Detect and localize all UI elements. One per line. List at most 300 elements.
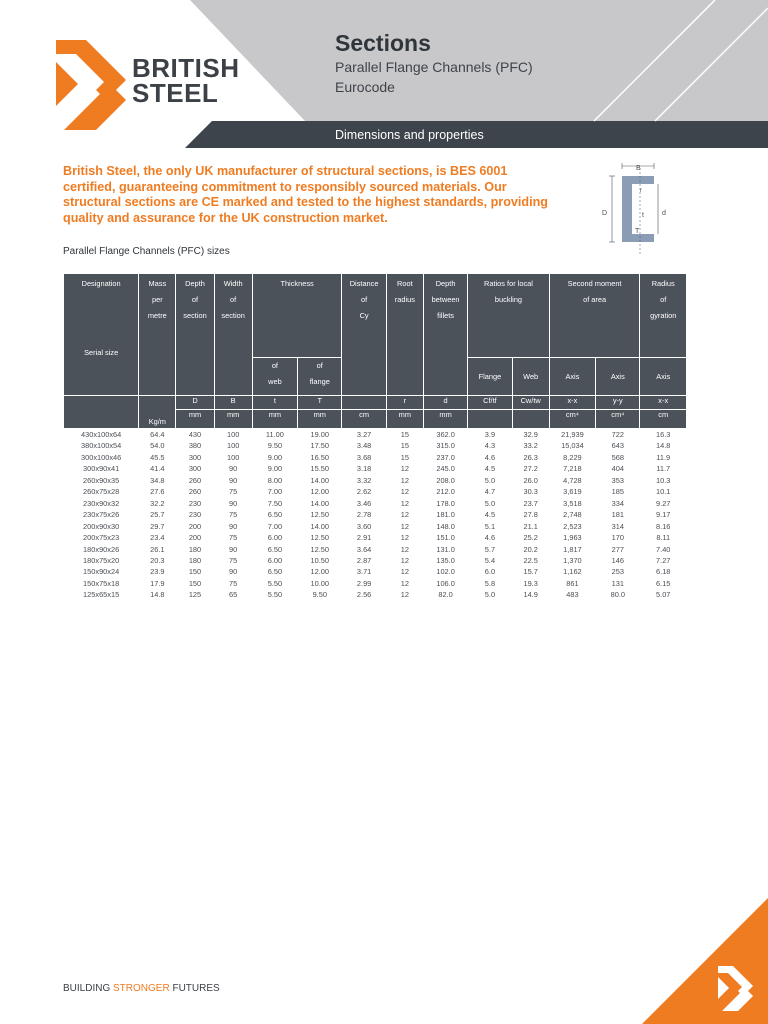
table-cell: 100 <box>226 441 240 451</box>
col-mass <box>139 274 176 396</box>
table-cell: 12.50 <box>310 510 330 520</box>
table-cell: 200 <box>188 521 202 531</box>
table-cell: 150 <box>188 567 202 577</box>
table-cell: 34.8 <box>150 475 165 485</box>
unit-cy: cm <box>342 409 386 428</box>
table-cell: 12 <box>400 521 409 531</box>
table-cell: 353 <box>611 475 624 485</box>
table-cell: 15 <box>400 441 409 451</box>
table-cell: 314 <box>611 521 624 531</box>
table-row <box>64 509 687 520</box>
table-cell: 17.9 <box>150 578 165 588</box>
header-ratio-flange: Flange <box>478 372 502 381</box>
table-cell: 7.00 <box>267 521 283 531</box>
diagram-label-t: t <box>642 212 644 219</box>
british-steel-logo-icon <box>56 40 126 130</box>
table-row <box>64 544 687 555</box>
section-band-label: Dimensions and properties <box>335 128 484 142</box>
table-cell: 180 <box>188 544 202 554</box>
table-cell: 643 <box>611 441 624 451</box>
pfc-sizes-table <box>63 273 687 601</box>
table-cell: 29.7 <box>150 521 165 531</box>
table-body <box>64 429 687 601</box>
header-depth-between-line3: fillets <box>437 311 454 320</box>
unit-t: mm <box>252 409 297 428</box>
table-cell: 23.4 <box>150 533 165 543</box>
col-ratio-flange <box>468 358 512 396</box>
table-cell: 5.4 <box>484 555 496 565</box>
footer-tagline-highlight: STRONGER <box>113 983 170 994</box>
cell-serial-size: 150x90x24 <box>83 567 120 577</box>
table-cell: 7.50 <box>267 498 283 508</box>
header-thickness: Thickness <box>280 279 314 288</box>
table-cell: 5.07 <box>656 590 671 600</box>
table-cell: 90 <box>229 521 238 531</box>
sym-radius-xx: x-x <box>640 396 687 410</box>
table-cell: 14.00 <box>310 521 330 531</box>
table-row <box>64 555 687 566</box>
table-cell: 151.0 <box>436 533 455 543</box>
table-cell: 19.00 <box>310 430 330 439</box>
sym-d: d <box>423 396 467 410</box>
table-cell: 14.8 <box>150 590 165 600</box>
table-cell: 3,619 <box>563 487 582 497</box>
header-ratios-line2: buckling <box>494 295 523 304</box>
table-cell: 12 <box>400 544 409 554</box>
page-title: Sections <box>335 30 431 56</box>
table-cell: 170 <box>611 533 624 543</box>
footer-tagline-part3: FUTURES <box>169 983 220 994</box>
footer-tagline <box>63 983 220 994</box>
table-cell: 90 <box>229 464 238 474</box>
symbol-row <box>64 396 687 410</box>
cell-serial-size: 125x65x15 <box>83 590 120 600</box>
table-cell: 6.50 <box>267 567 283 577</box>
table-cell: 200 <box>188 533 202 543</box>
table-cell: 75 <box>229 555 238 565</box>
table-cell: 20.2 <box>523 544 538 554</box>
table-cell: 1,817 <box>563 544 582 554</box>
header-mass-line1: Mass <box>148 279 167 288</box>
table-row <box>64 475 687 486</box>
mass-unit-cell <box>139 396 176 429</box>
table-cell: 23.7 <box>523 498 538 508</box>
diagram-label-r: r <box>640 188 642 194</box>
table-cell: 82.0 <box>438 590 453 600</box>
table-cell: 131 <box>611 578 624 588</box>
table-cell: 277 <box>611 544 624 554</box>
table-cell: 16.50 <box>310 452 330 462</box>
table-cell: 7.00 <box>267 487 283 497</box>
table-cell: 2.99 <box>356 578 372 588</box>
table-cell: 14.8 <box>656 441 671 451</box>
col-root <box>386 274 423 396</box>
table-cell: 5.0 <box>484 590 496 600</box>
table-row <box>64 498 687 509</box>
unit-d: mm <box>423 409 467 428</box>
header-depth-between-line2: between <box>431 295 460 304</box>
table-cell: 181.0 <box>436 510 455 520</box>
table-cell: 12 <box>400 510 409 520</box>
header-axis-xx: Axis <box>565 372 580 381</box>
table-cell: 315.0 <box>436 441 455 451</box>
header-depth-line1: Depth <box>185 279 205 288</box>
col-thickness-flange <box>298 358 342 396</box>
table-cell: 148.0 <box>436 521 455 531</box>
table-row <box>64 440 687 451</box>
table-cell: 6.00 <box>267 533 283 543</box>
header-web-line2: web <box>268 377 282 386</box>
table-cell: 9.00 <box>267 452 283 462</box>
table-cell: 26.0 <box>523 475 538 485</box>
table-cell: 430 <box>188 430 202 439</box>
intro-paragraph: British Steel, the only UK manufacturer of structural sections, is BES 6001 certified, guaranteeing commitment to responsibly sourced materials. Our structural sections are CE marked and tested to the highest standards, providing quality and assurance for the UK construction market. <box>63 164 548 225</box>
sym-cy <box>342 396 386 410</box>
table-cell: 362.0 <box>436 430 455 439</box>
col-distance <box>342 274 386 396</box>
table-cell: 25.7 <box>150 510 165 520</box>
header-second-moment-line2: of area <box>583 295 607 304</box>
table-cell: 12 <box>400 464 409 474</box>
col-width <box>214 274 252 396</box>
table-cell: 404 <box>611 464 624 474</box>
table-cell: 1,162 <box>563 567 582 577</box>
table-cell: 11.9 <box>656 452 671 462</box>
header-depth-line3: section <box>183 311 207 320</box>
table-cell: 102.0 <box>436 567 455 577</box>
cell-serial-size: 180x75x20 <box>83 555 120 565</box>
page-subtitle-standard: Eurocode <box>335 79 395 95</box>
table-cell: 2.56 <box>356 590 372 600</box>
table-cell: 2.78 <box>356 510 372 520</box>
table-cell: 9.50 <box>312 590 327 600</box>
table-cell: 5.50 <box>267 590 283 600</box>
table-cell: 12 <box>400 567 409 577</box>
table-cell: 8.11 <box>656 533 671 543</box>
table-cell: 26.3 <box>523 452 538 462</box>
header-ratio-web: Web <box>523 372 539 381</box>
table-cell: 90 <box>229 475 238 485</box>
table-cell: 8,229 <box>563 452 582 462</box>
header-mass-unit: Kg/m <box>148 417 166 426</box>
header-ratios-line1: Ratios for local <box>484 279 533 288</box>
table-cell: 3.46 <box>356 498 372 508</box>
unit-radius-xx: cm <box>640 409 687 428</box>
header-depth-line2: of <box>191 295 199 304</box>
table-cell: 150 <box>188 578 202 588</box>
table-cell: 253 <box>611 567 624 577</box>
cell-serial-size: 380x100x54 <box>81 441 122 451</box>
table-cell: 300 <box>188 464 202 474</box>
header-root-line2: radius <box>394 295 415 304</box>
table-cell: 5.1 <box>484 521 496 531</box>
diagram-label-d-inner: d <box>662 210 666 217</box>
table-row <box>64 578 687 589</box>
table-cell: 12 <box>400 533 409 543</box>
table-cell: 11.00 <box>265 430 284 439</box>
table-cell: 380 <box>188 441 202 451</box>
table-cell: 3.9 <box>484 430 496 439</box>
col-ratio-web <box>512 358 549 396</box>
col-depth-between <box>423 274 467 396</box>
cell-serial-size: 260x75x28 <box>83 487 120 497</box>
table-cell: 300 <box>188 452 202 462</box>
footer-tagline-part1: BUILDING <box>63 983 114 994</box>
table-cell: 3.60 <box>356 521 372 531</box>
unit-r: mm <box>386 409 423 428</box>
table-cell: 12 <box>400 590 409 600</box>
table-cell: 131.0 <box>436 544 455 554</box>
table-cell: 10.1 <box>656 487 671 497</box>
table-cell: 181 <box>611 510 624 520</box>
table-cell: 16.3 <box>656 430 671 439</box>
table-cell: 10.3 <box>656 475 671 485</box>
cell-serial-size: 230x75x26 <box>83 510 120 520</box>
table-cell: 75 <box>229 510 238 520</box>
table-cell: 180 <box>188 555 202 565</box>
table-cell: 33.2 <box>523 441 538 451</box>
table-cell: 5.0 <box>484 498 496 508</box>
col-second-moment <box>549 274 640 358</box>
unit-xx: cm⁴ <box>549 409 595 428</box>
cell-serial-size: 200x90x30 <box>83 521 120 531</box>
table-cell: 5.7 <box>484 544 496 554</box>
sym-xx: x-x <box>549 396 595 410</box>
header-root-line1: Root <box>397 279 413 288</box>
table-cell: 237.0 <box>436 452 455 462</box>
header-distance-line3: Cy <box>359 311 369 320</box>
header-radius-line3: gyration <box>650 311 677 320</box>
table-row <box>64 452 687 463</box>
table-cell: 15 <box>400 452 409 462</box>
table-cell: 7.27 <box>656 555 671 565</box>
header-width-line2: of <box>230 295 237 304</box>
table-row <box>64 429 687 441</box>
header-designation: Designation <box>81 279 121 288</box>
col-ratios <box>468 274 549 358</box>
table-cell: 7.40 <box>656 544 671 554</box>
table-cell: 32.2 <box>150 498 165 508</box>
sym-cf-tf: Cf/tf <box>468 396 512 410</box>
table-cell: 32.9 <box>523 430 538 439</box>
table-cell: 2,523 <box>563 521 582 531</box>
table-cell: 6.50 <box>267 544 283 554</box>
table-cell: 26.1 <box>150 544 165 554</box>
table-cell: 3,518 <box>563 498 582 508</box>
table-cell: 10.00 <box>310 578 330 588</box>
table-cell: 2.62 <box>356 487 372 497</box>
header-axis-yy: Axis <box>610 372 625 381</box>
cell-serial-size: 300x100x46 <box>81 452 122 462</box>
table-cell: 9.27 <box>656 498 671 508</box>
table-cell: 4,728 <box>563 475 582 485</box>
col-depth <box>176 274 214 396</box>
table-cell: 12.50 <box>310 544 330 554</box>
sym-D: D <box>176 396 214 410</box>
table-cell: 4.3 <box>484 441 496 451</box>
table-cell: 20.3 <box>150 555 165 565</box>
table-cell: 12 <box>400 498 409 508</box>
table-cell: 64.4 <box>150 430 165 439</box>
table-cell: 3.64 <box>356 544 372 554</box>
unit-cf-tf <box>468 409 512 428</box>
table-cell: 10.50 <box>310 555 330 565</box>
table-cell: 90 <box>229 567 238 577</box>
table-cell: 722 <box>611 430 624 439</box>
table-cell: 21,939 <box>561 430 584 439</box>
table-cell: 100 <box>226 430 240 439</box>
table-cell: 65 <box>229 590 238 600</box>
cell-serial-size: 180x90x26 <box>83 544 120 554</box>
table-cell: 45.5 <box>150 452 165 462</box>
table-cell: 90 <box>229 498 238 508</box>
table-cell: 4.6 <box>484 533 496 543</box>
table-cell: 7,218 <box>563 464 582 474</box>
table-cell: 90 <box>229 544 238 554</box>
unit-cw-tw <box>512 409 549 428</box>
table-cell: 80.0 <box>610 590 625 600</box>
table-cell: 27.2 <box>523 464 538 474</box>
table-cell: 4.5 <box>484 510 496 520</box>
brand-line2: STEEL <box>132 78 219 108</box>
table-cell: 25.2 <box>523 533 538 543</box>
table-cell: 6.15 <box>656 578 671 588</box>
table-cell: 106.0 <box>436 578 455 588</box>
header-web-line1: of <box>271 361 278 370</box>
col-thickness <box>252 274 342 358</box>
diagram-label-b: B <box>636 165 641 172</box>
header-width-line1: Width <box>223 279 243 288</box>
table-cell: 3.71 <box>356 567 372 577</box>
cell-serial-size: 430x100x64 <box>81 430 122 439</box>
cell-serial-size: 230x90x32 <box>83 498 120 508</box>
table-cell: 9.50 <box>267 441 283 451</box>
table-cell: 146 <box>611 555 624 565</box>
table-cell: 6.00 <box>267 555 283 565</box>
cell-serial-size: 150x75x18 <box>83 578 120 588</box>
table-cell: 208.0 <box>436 475 455 485</box>
table-cell: 23.9 <box>150 567 165 577</box>
table-row <box>64 486 687 497</box>
header-mass-line2: per <box>152 295 163 304</box>
header-radius-line2: of <box>660 295 667 304</box>
table-cell: 11.7 <box>656 464 671 474</box>
corner-logo-graphic <box>636 898 768 1024</box>
table-cell: 6.0 <box>484 567 496 577</box>
table-cell: 568 <box>611 452 624 462</box>
page-subtitle: Parallel Flange Channels (PFC) <box>335 59 533 75</box>
table-cell: 12.00 <box>310 487 330 497</box>
table-cell: 260 <box>188 487 202 497</box>
table-cell: 185 <box>611 487 624 497</box>
table-cell: 27.8 <box>523 510 538 520</box>
table-cell: 15.7 <box>523 567 538 577</box>
diagram-label-tf: T <box>635 228 640 235</box>
table-cell: 15,034 <box>561 441 584 451</box>
cell-serial-size: 200x75x23 <box>83 533 120 543</box>
brand-line1: BRITISH <box>132 53 240 83</box>
table-cell: 1,370 <box>563 555 582 565</box>
table-cell: 5.50 <box>267 578 283 588</box>
table-cell: 75 <box>229 578 238 588</box>
table-cell: 2,748 <box>563 510 582 520</box>
col-axis-yy <box>596 358 640 396</box>
table-cell: 6.18 <box>656 567 671 577</box>
table-cell: 15.50 <box>310 464 330 474</box>
col-axis-xx <box>549 358 595 396</box>
unit-B: mm <box>214 409 252 428</box>
table-cell: 12 <box>400 555 409 565</box>
table-cell: 12 <box>400 487 409 497</box>
table-cell: 12 <box>400 475 409 485</box>
unit-T: mm <box>298 409 342 428</box>
table-cell: 3.27 <box>356 430 372 439</box>
header-second-moment-line1: Second moment <box>567 279 622 288</box>
table-cell: 3.32 <box>356 475 372 485</box>
header-distance-line1: Distance <box>349 279 379 288</box>
sym-r: r <box>386 396 423 410</box>
table-cell: 22.5 <box>523 555 538 565</box>
header-radius-axis: Axis <box>656 372 671 381</box>
table-row <box>64 589 687 600</box>
table-cell: 334 <box>611 498 624 508</box>
table-cell: 12.50 <box>310 533 330 543</box>
table-cell: 12.00 <box>310 567 330 577</box>
diagram-label-d-outer: D <box>602 210 608 217</box>
sym-cw-tw: Cw/tw <box>512 396 549 410</box>
table-cell: 5.8 <box>484 578 496 588</box>
header-distance-line2: of <box>361 295 368 304</box>
table-cell: 125 <box>188 590 202 600</box>
table-cell: 6.50 <box>267 510 283 520</box>
table-cell: 17.50 <box>310 441 330 451</box>
table-cell: 14.9 <box>523 590 538 600</box>
header-flange-line1: of <box>316 361 323 370</box>
table-cell: 230 <box>188 498 202 508</box>
table-cell: 5.0 <box>484 475 496 485</box>
table-cell: 135.0 <box>436 555 455 565</box>
header-flange-line2: flange <box>309 377 330 386</box>
col-radius <box>640 274 687 358</box>
sym-t: t <box>252 396 297 410</box>
unit-D: mm <box>176 409 214 428</box>
col-designation <box>64 274 139 396</box>
table-cell: 4.6 <box>484 452 496 462</box>
header-radius-line1: Radius <box>651 279 675 288</box>
table-cell: 27.6 <box>150 487 165 497</box>
sym-yy: y-y <box>596 396 640 410</box>
table-cell: 30.3 <box>523 487 538 497</box>
table-cell: 245.0 <box>436 464 455 474</box>
brand-name <box>132 53 240 108</box>
table-cell: 14.00 <box>310 498 330 508</box>
table-row <box>64 532 687 543</box>
cell-serial-size: 300x90x41 <box>83 464 120 474</box>
table-cell: 3.48 <box>356 441 372 451</box>
unit-yy: cm⁴ <box>596 409 640 428</box>
cell-serial-size: 260x90x35 <box>83 475 120 485</box>
table-cell: 100 <box>226 452 240 462</box>
table-cell: 8.16 <box>656 521 671 531</box>
table-cell: 3.68 <box>356 452 372 462</box>
table-cell: 9.17 <box>656 510 671 520</box>
table-cell: 230 <box>188 510 202 520</box>
sym-B: B <box>214 396 252 410</box>
table-cell: 212.0 <box>436 487 455 497</box>
header-serial-size: Serial size <box>84 348 119 357</box>
table-row <box>64 566 687 577</box>
table-cell: 75 <box>229 487 238 497</box>
